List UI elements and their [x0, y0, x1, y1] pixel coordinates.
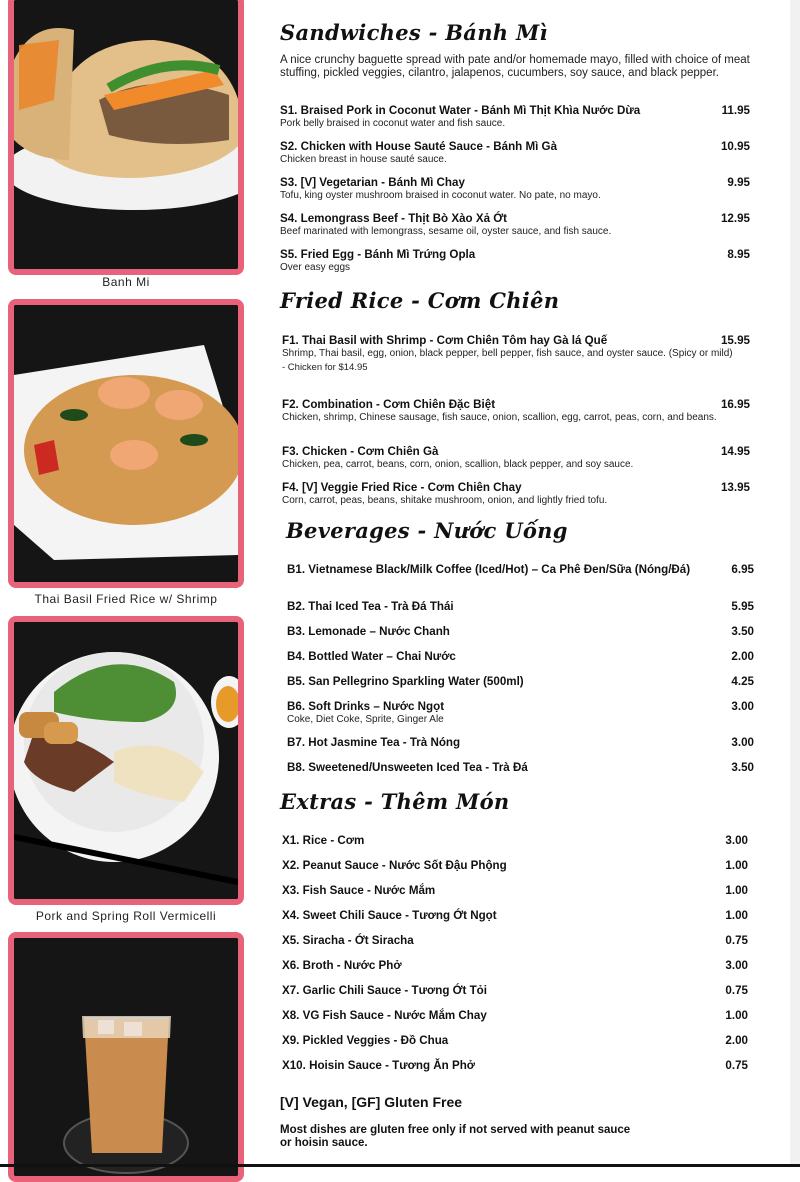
page-edge	[790, 0, 800, 1167]
menu-item-s5	[280, 248, 750, 273]
item-price: 3.00	[725, 834, 748, 847]
menu-item-b3	[287, 625, 754, 638]
item-price: 3.00	[731, 700, 754, 713]
item-name: B6. Soft Drinks – Nước Ngọt	[287, 700, 445, 713]
menu-item-x7	[282, 984, 748, 997]
section-title-fried-rice: Fried Rice - Cơm Chiên	[280, 288, 560, 313]
menu-item-s4	[280, 212, 750, 237]
item-price: 15.95	[720, 334, 750, 347]
item-price: 9.95	[727, 176, 750, 189]
caption-banh-mi: Banh Mi	[102, 275, 150, 289]
item-name: F4. [V] Veggie Fried Rice - Cơm Chiên Chay	[282, 481, 522, 494]
item-description: Coke, Diet Coke, Sprite, Ginger Ale	[287, 714, 444, 725]
item-price: 10.95	[720, 140, 750, 153]
item-price: 2.00	[725, 1034, 748, 1047]
item-name: X10. Hoisin Sauce - Tương Ăn Phở	[282, 1059, 476, 1072]
item-name: B1. Vietnamese Black/Milk Coffee (Iced/Hot) – Ca Phê Đen/Sữa (Nóng/Đá)	[287, 563, 691, 576]
item-name: X8. VG Fish Sauce - Nước Mắm Chay	[282, 1009, 487, 1022]
item-description: Tofu, king oyster mushroom braised in coconut water. No pate, no mayo.	[280, 190, 601, 201]
item-price: 0.75	[725, 934, 748, 947]
item-price: 1.00	[725, 859, 748, 872]
item-price: 13.95	[720, 481, 750, 494]
item-description: Corn, carrot, peas, beans, shitake mushroom, onion, and lightly fried tofu.	[282, 495, 608, 506]
item-description: Pork belly braised in coconut water and fish sauce.	[280, 118, 506, 129]
menu-item-s2	[280, 140, 750, 165]
item-name: X2. Peanut Sauce - Nước Sốt Đậu Phộng	[282, 859, 507, 872]
item-description: Chicken breast in house sauté sauce.	[280, 154, 447, 165]
item-price: 16.95	[720, 398, 750, 411]
menu-item-b5	[287, 675, 754, 688]
menu-item-b8	[287, 761, 754, 774]
gluten-note: Most dishes are gluten free only if not served with peanut sauce or hoisin sauce.	[280, 1124, 631, 1149]
item-price: 0.75	[725, 984, 748, 997]
item-name: X5. Siracha - Ớt Siracha	[282, 934, 414, 947]
menu-item-f3	[282, 445, 750, 470]
item-price: 2.00	[731, 650, 754, 663]
item-name: X7. Garlic Chili Sauce - Tương Ớt Tỏi	[282, 984, 487, 997]
item-description: Beef marinated with lemongrass, sesame oil, oyster sauce, and fish sauce.	[280, 226, 612, 237]
item-price: 0.75	[725, 1059, 748, 1072]
item-name: B2. Thai Iced Tea - Trà Đá Thái	[287, 600, 454, 613]
item-name: X9. Pickled Veggies - Đồ Chua	[282, 1034, 449, 1047]
item-price: 6.95	[731, 563, 754, 576]
item-name: B8. Sweetened/Unsweeten Iced Tea - Trà Đá	[287, 761, 528, 774]
item-name: B4. Bottled Water – Chai Nước	[287, 650, 456, 663]
menu-item-x2	[282, 859, 748, 872]
menu-item-b6	[287, 700, 754, 725]
diet-legend: [V] Vegan, [GF] Gluten Free	[280, 1094, 463, 1110]
item-description: Shrimp, Thai basil, egg, onion, black pepper, bell pepper, fish sauce, and oyster sauce. (Spicy or mild)	[282, 348, 733, 359]
item-description: Over easy eggs	[280, 262, 351, 273]
menu-item-f1	[282, 334, 750, 373]
menu-item-b7	[287, 736, 754, 749]
item-price: 3.50	[731, 625, 754, 638]
coffee-photo	[8, 932, 244, 1182]
item-price: 4.25	[731, 675, 754, 688]
item-name: X1. Rice - Cơm	[282, 834, 365, 847]
item-price: 1.00	[725, 884, 748, 897]
menu-item-b2	[287, 600, 754, 613]
menu-item-f2	[282, 398, 750, 423]
item-price: 11.95	[721, 104, 750, 117]
menu-item-x5	[282, 934, 748, 947]
item-name: F1. Thai Basil with Shrimp - Cơm Chiên Tôm hay Gà lá Quế	[282, 334, 608, 347]
item-name: S3. [V] Vegetarian - Bánh Mì Chay	[280, 176, 465, 189]
menu-item-b4	[287, 650, 754, 663]
menu-item-x10	[282, 1059, 748, 1072]
item-price: 14.95	[720, 445, 750, 458]
item-name: X6. Broth - Nước Phở	[282, 959, 402, 972]
item-description: Chicken, shrimp, Chinese sausage, fish sauce, onion, scallion, egg, carrot, peas, corn, and beans.	[282, 412, 717, 423]
item-name: B5. San Pellegrino Sparkling Water (500ml)	[287, 675, 524, 688]
banh-mi-photo	[8, 0, 244, 275]
item-price: 1.00	[725, 909, 748, 922]
fried-rice-photo	[8, 299, 244, 588]
menu-item-x3	[282, 884, 748, 897]
menu-item-f4	[282, 481, 750, 506]
item-price: 5.95	[731, 600, 754, 613]
caption-vermicelli: Pork and Spring Roll Vermicelli	[35, 909, 217, 923]
menu-item-x6	[282, 959, 748, 972]
item-name: S5. Fried Egg - Bánh Mì Trứng Opla	[280, 248, 476, 261]
section-title-extras: Extras - Thêm Món	[280, 789, 510, 814]
item-price: 1.00	[725, 1009, 748, 1022]
menu-item-b1	[287, 563, 754, 576]
section-title-sandwiches: Sandwiches - Bánh Mì	[280, 20, 548, 45]
item-price: 3.50	[731, 761, 754, 774]
item-name: S4. Lemongrass Beef - Thịt Bò Xào Xả Ớt	[280, 212, 507, 225]
item-name: F3. Chicken - Cơm Chiên Gà	[282, 445, 439, 458]
menu-item-x1	[282, 834, 748, 847]
menu-item-x8	[282, 1009, 748, 1022]
caption-fried-rice: Thai Basil Fried Rice w/ Shrimp	[34, 592, 218, 606]
item-name: X3. Fish Sauce - Nước Mắm	[282, 884, 436, 897]
item-option: - Chicken for $14.95	[282, 362, 368, 373]
item-price: 3.00	[731, 736, 754, 749]
menu-item-s3	[280, 176, 750, 201]
item-name: S1. Braised Pork in Coconut Water - Bánh Mì Thịt Khìa Nước Dừa	[280, 104, 641, 117]
vermicelli-photo	[8, 616, 244, 905]
item-name: B3. Lemonade – Nước Chanh	[287, 625, 450, 638]
menu-item-s1	[280, 104, 750, 129]
item-price: 3.00	[725, 959, 748, 972]
section-title-beverages: Beverages - Nước Uống	[286, 518, 568, 543]
item-price: 8.95	[727, 248, 750, 261]
menu-item-x9	[282, 1034, 748, 1047]
sandwiches-description: A nice crunchy baguette spread with pate and/or homemade mayo, filled with choice of meat stuffing, pickled veggies, cilantro, jalapenos, cucumbers, soy sauce, and black pepper.	[280, 54, 750, 79]
item-name: F2. Combination - Cơm Chiên Đặc Biệt	[282, 398, 496, 411]
item-name: B7. Hot Jasmine Tea - Trà Nóng	[287, 736, 461, 749]
item-price: 12.95	[720, 212, 750, 225]
item-name: S2. Chicken with House Sauté Sauce - Bánh Mì Gà	[280, 140, 558, 153]
item-name: X4. Sweet Chili Sauce - Tương Ớt Ngọt	[282, 909, 497, 922]
item-description: Chicken, pea, carrot, beans, corn, onion, scallion, black pepper, and soy sauce.	[282, 459, 634, 470]
menu-item-x4	[282, 909, 748, 922]
